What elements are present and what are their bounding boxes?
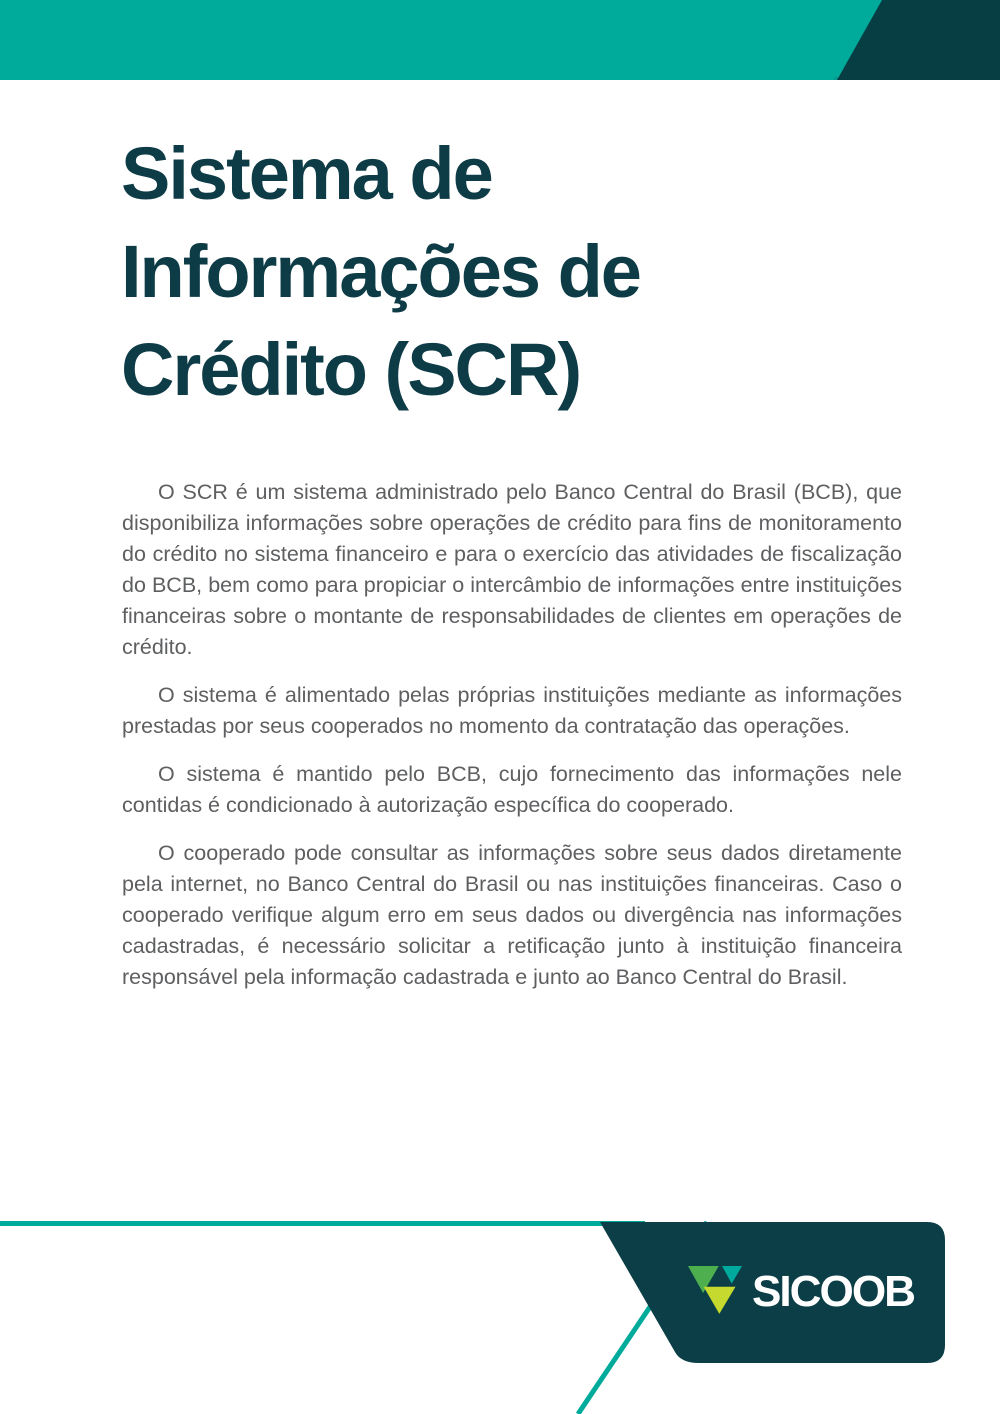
paragraph: O SCR é um sistema administrado pelo Banco Central do Brasil (BCB), que disponibiliza informações sobre operações de crédito para fins de monitoramento do crédito no sistema financeiro e para o exercício das atividades de fiscalização do BCB, bem como para propiciar o intercâmbio de informações entre instituições financeiras sobre o montante de responsabilidades de clientes em operações de crédito. — [122, 480, 902, 659]
footer-artwork — [0, 1190, 1000, 1414]
page-title-line: Crédito (SCR) — [121, 328, 581, 411]
paragraph: O sistema é mantido pelo BCB, cujo fornecimento das informações nele contidas é condicionado à autorização específica do cooperado. — [122, 762, 902, 817]
header-corner-wedge — [0, 0, 1000, 80]
paragraph: O sistema é alimentado pelas próprias instituições mediante as informações prestadas por seus cooperados no momento da contratação das operações. — [122, 683, 902, 738]
page-title-line: Sistema de — [121, 132, 492, 215]
brand-wordmark: SICOOB — [752, 1267, 915, 1316]
page-title-line: Informações de — [121, 230, 640, 313]
page-title — [121, 125, 640, 419]
header-band — [0, 0, 1000, 80]
footer-rule — [0, 1221, 645, 1226]
article-body — [122, 477, 902, 1010]
paragraph: O cooperado pode consultar as informações sobre seus dados diretamente pela internet, no Banco Central do Brasil ou nas instituições financeiras. Caso o cooperado verifique algum erro em seus dados ou divergência nas informações cadastradas, é necessário solicitar a retificação junto à instituição financeira responsável pela informação cadastrada e junto ao Banco Central do Brasil. — [122, 841, 902, 989]
